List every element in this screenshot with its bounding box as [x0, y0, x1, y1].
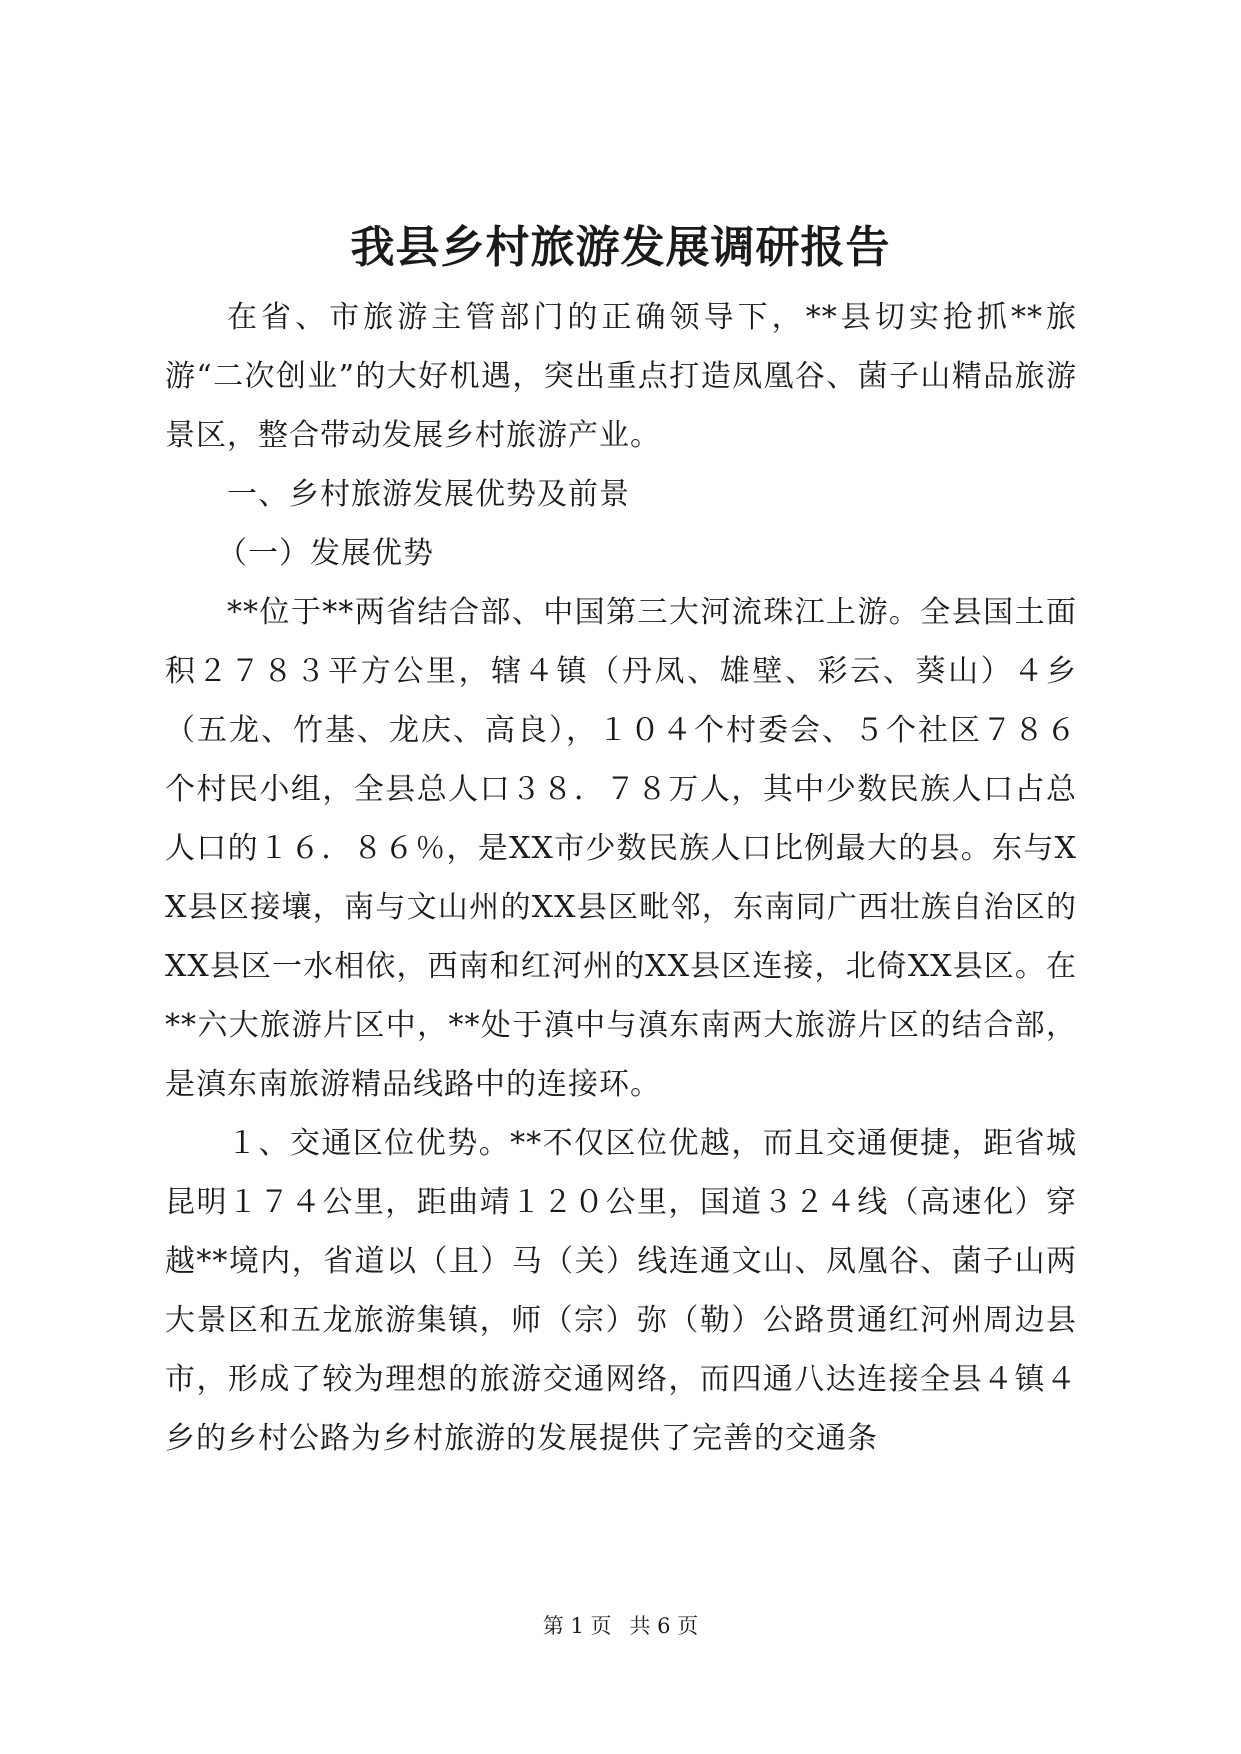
page-title: 我县乡村旅游发展调研报告	[350, 222, 891, 273]
subsection-heading: （一）发展优势	[217, 536, 434, 571]
document-body	[165, 288, 1077, 1468]
body-paragraph: **位于**两省结合部、中国第三大河流珠江上游。全县国土面积２７８３平方公里，辖４镇（丹凤、雄壁、彩云、葵山）４乡（五龙、竹基、龙庆、高良），１０４个村委会、５个社区７８６个村民小组，全县总人口３８．７８万人，其中少数民族人口占总人口的１６．８６％，是XX市少数民族人口比例最大的县。东与XX县区接壤，南与文山州的XX县区毗邻，东南同广西壮族自治区的XX县区一水相依，西南和红河州的XX县区连接，北倚XX县区。在**六大旅游片区中，**处于滇中与滇东南两大旅游片区的结合部，是滇东南旅游精品线路中的连接环。	[165, 595, 1077, 1102]
section-heading: 一、乡村旅游发展优势及前景	[227, 477, 630, 512]
body-paragraph: １、交通区位优势。**不仅区位优越，而且交通便捷，距省城昆明１７４公里，距曲靖１２０公里，国道３２４线（高速化）穿越**境内，省道以（且）马（关）线连通文山、凤凰谷、菌子山两大景区和五龙旅游集镇，师（宗）弥（勒）公路贯通红河州周边县市，形成了较为理想的旅游交通网络，而四通八达连接全县４镇４乡的乡村公路为乡村旅游的发展提供了完善的交通条	[165, 1126, 1077, 1456]
page-number: 第 1 页	[542, 1614, 612, 1638]
page-total: 共 6 页	[629, 1614, 699, 1638]
intro-paragraph: 在省、市旅游主管部门的正确领导下，**县切实抢抓**旅游“二次创业”的大好机遇，突出重点打造凤凰谷、菌子山精品旅游景区，整合带动发展乡村旅游产业。	[165, 300, 1077, 453]
page-footer	[0, 1611, 1241, 1641]
